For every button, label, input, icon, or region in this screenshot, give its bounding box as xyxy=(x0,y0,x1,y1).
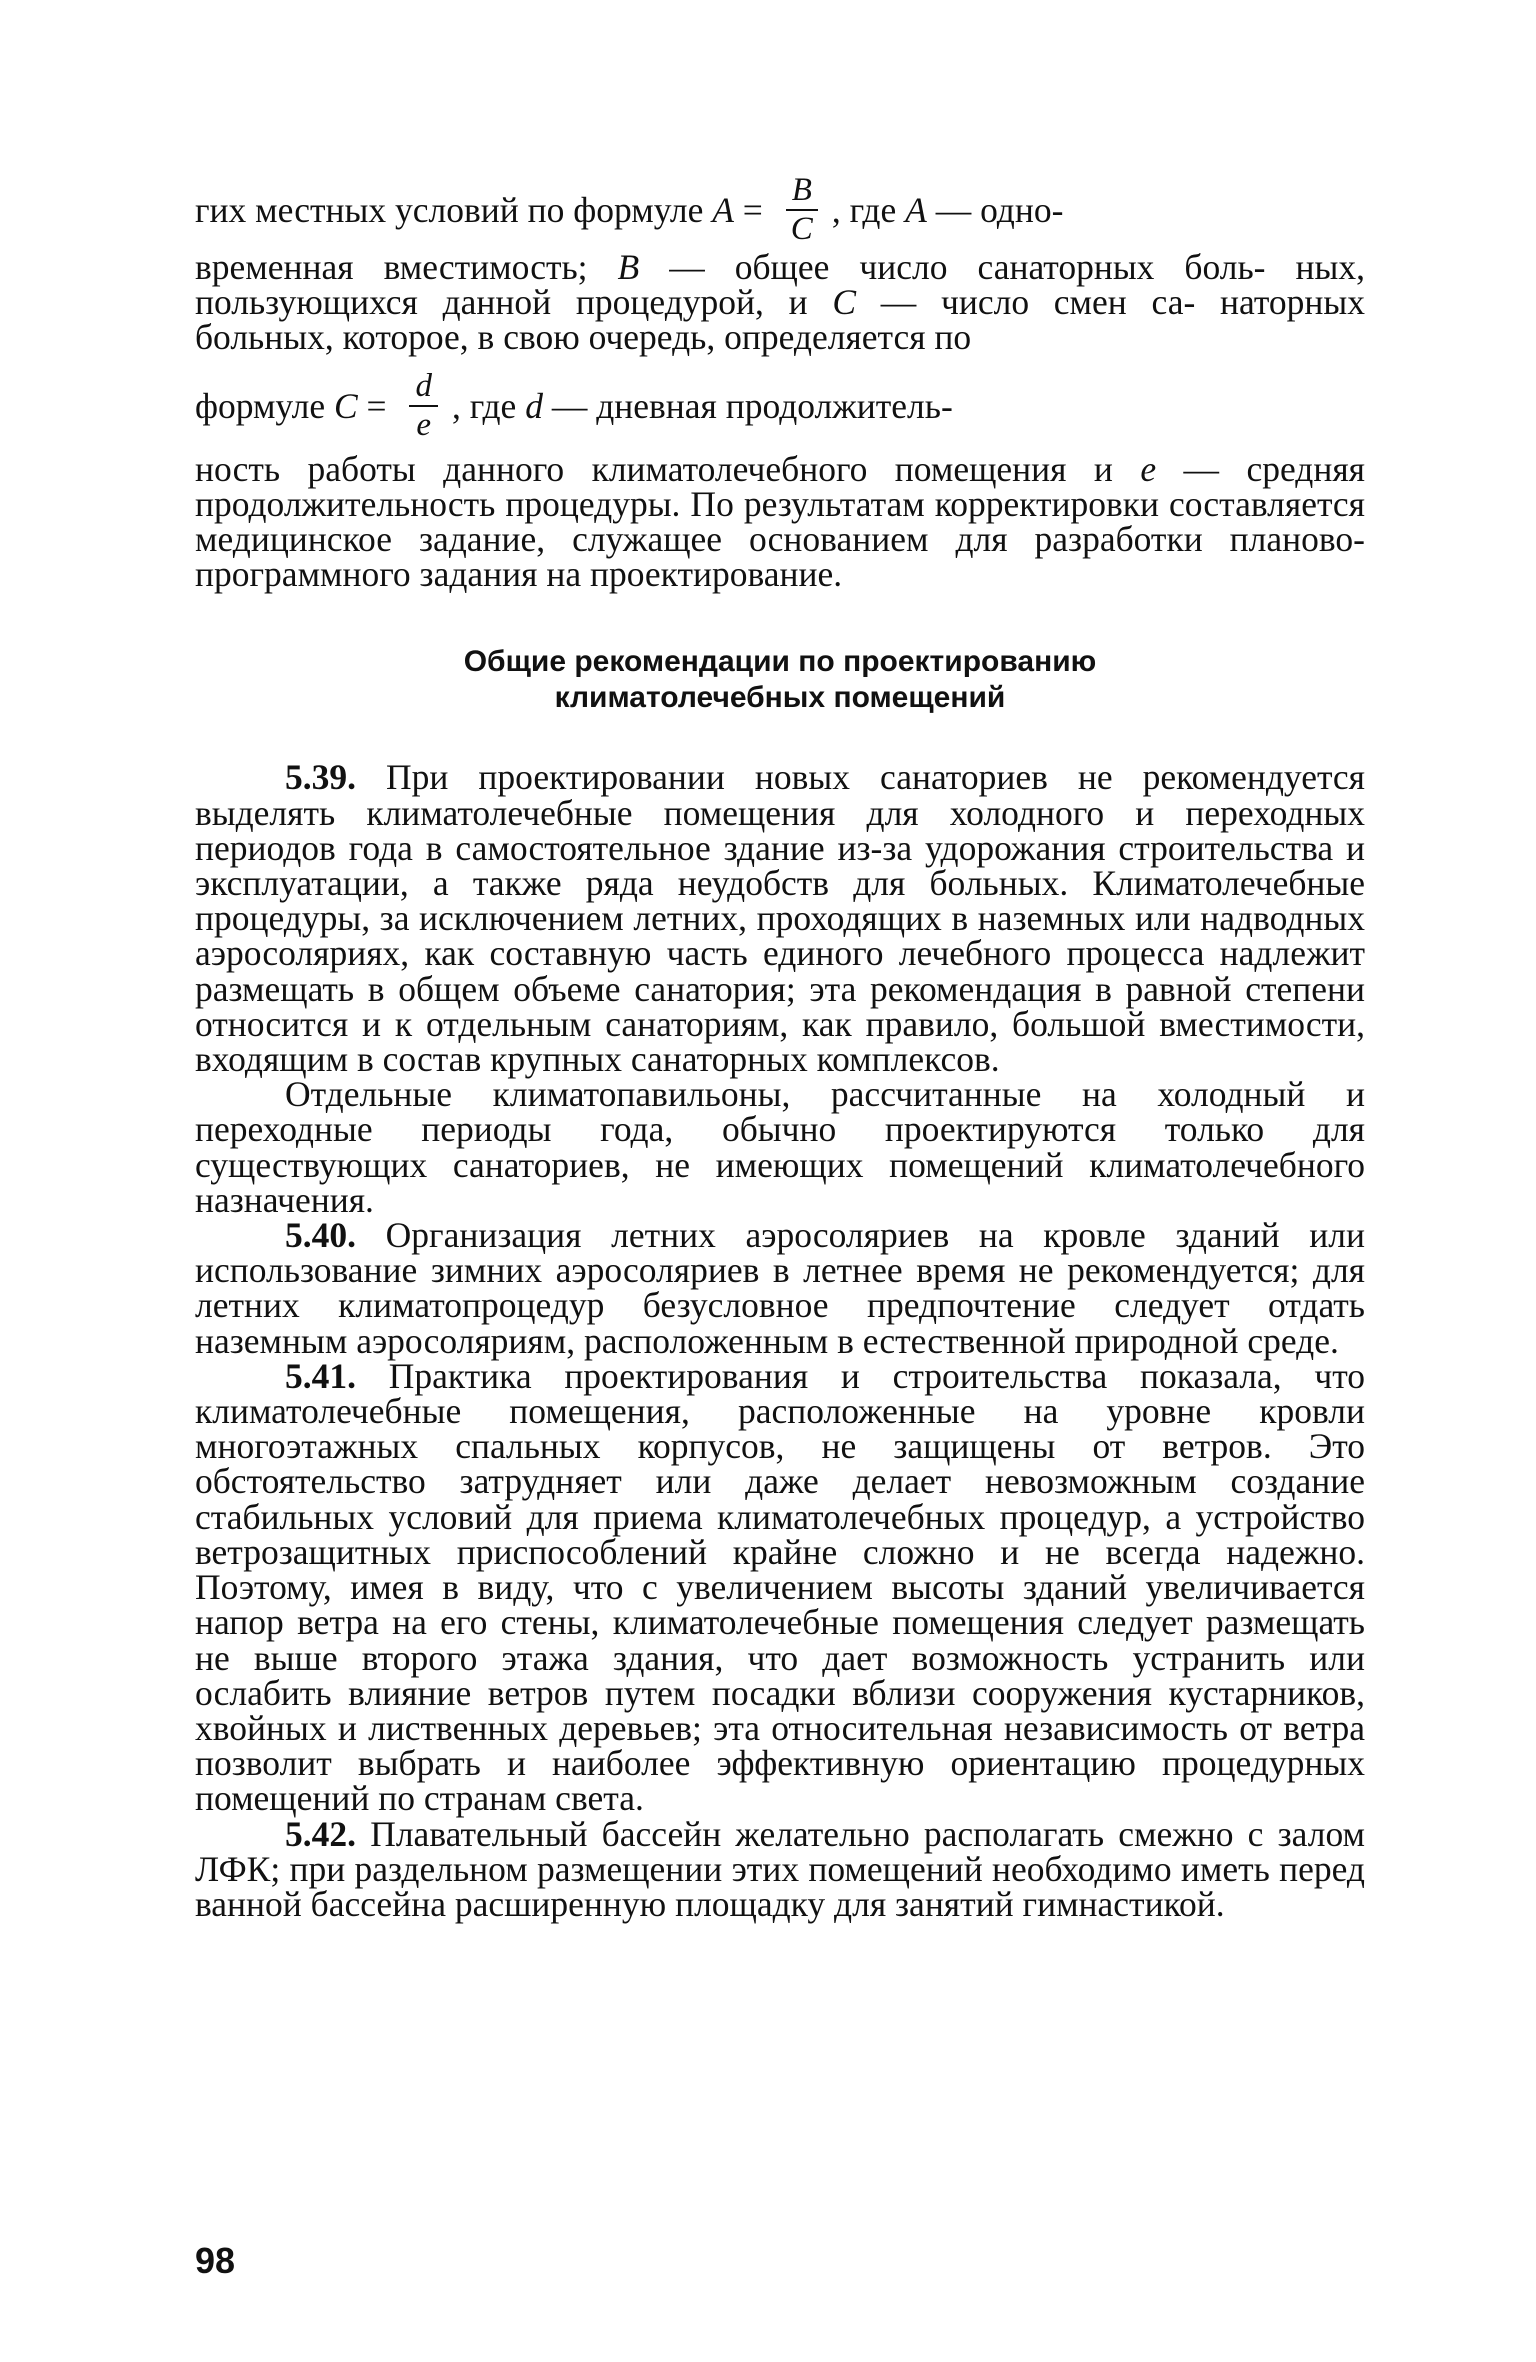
intro-line: временная вместимость; B — общее число санаторных боль- ных, пользующихся данной процедурой, и C — число смен са- наторных больных, которое, в свою очередь, определяется по xyxy=(195,247,1366,358)
page-content xyxy=(195,150,1365,1922)
section-heading xyxy=(195,644,1365,716)
formula-line-a: гих местных условий по формуле A = $\frac{B}{C}$ , где A — одно- xyxy=(195,172,1064,247)
paragraph-5-40: 5.40. Организация летних аэросоляриев на кровле зданий или использование зимних аэросоляриев в летнее время не рекомендуется; для летних климатопроцедур безусловное предпочтение следует отдать наземным аэросоляриям, расположенным в естественной природной среде. xyxy=(195,1215,1365,1361)
page-number: 98 xyxy=(195,2240,236,2281)
paragraph-climate-pavilions: Отдельные климатопавильоны, рассчитанные на холодный и переходные периоды года, обычно проектируются только для существующих санаториев, не имеющих помещений климатолечебного назначения. xyxy=(195,1074,1365,1220)
formula-line-c: формуле C = $\frac{d}{e}$ , где d — дневная продолжитель- xyxy=(195,367,953,443)
intro-line: ность работы данного климатолечебного помещения и e — средняя продолжительность процедуры. По результатам корректировки составляется медицинское задание, служащее основанием для разработки планово-программного задания на проектирование. xyxy=(195,448,1365,595)
paragraph-5-39: 5.39. При проектировании новых санаториев не рекомендуется выделять климатолечебные помещения для холодного и переходных периодов года в самостоятельное здание из-за удорожания строительства и эксплуатации, а также ряда неудобств для больных. Климатолечебные процедуры, за исключением летних, проходящих в наземных или надводных аэросоляриях, как составную часть единого лечебного процесса надлежит размещать в общем объеме санатория; эта рекомендация в равной степени относится и к отдельным санаториям, как правило, большой вместимости, входящим в состав крупных санаторных комплексов. xyxy=(195,757,1365,1080)
section-body xyxy=(195,757,1365,1924)
section-heading-line: климатолечебных помещений xyxy=(554,681,1006,715)
fraction-d-over-e: $\frac{d}{e}$ xyxy=(409,370,438,442)
intro-paragraph xyxy=(195,150,1366,595)
fraction-b-over-c: $\frac{B}{C}$ xyxy=(786,174,818,246)
paragraph-5-42: 5.42. Плавательный бассейн желательно располагать смежно с залом ЛФК; при раздельном размещении этих помещений необходимо иметь перед ванной бассейна расширенную площадку для занятий гимнастикой. xyxy=(195,1813,1365,1924)
section-heading-line: Общие рекомендации по проектированию xyxy=(463,645,1097,679)
paragraph-5-41: 5.41. Практика проектирования и строительства показала, что климатолечебные помещения, расположенные на уровне кровли многоэтажных спальных корпусов, не защищены от ветров. Это обстоятельство затрудняет или даже делает невозможным создание стабильных условий для приема климатолечебных процедур, а устройство ветрозащитных приспособлений крайне сложно и не всегда надежно. Поэтому, имея в виду, что с увеличением высоты зданий увеличивается напор ветра на его стены, климатолечебные помещения следует размещать не выше второго этажа здания, что дает возможность устранить или ослабить влияние ветров путем посадки вблизи сооружения кустарников, хвойных и лиственных деревьев; эта относительная независимость от ветра позволит выбрать и наиболее эффективную ориентацию процедурных помещений по странам света. xyxy=(195,1355,1365,1819)
